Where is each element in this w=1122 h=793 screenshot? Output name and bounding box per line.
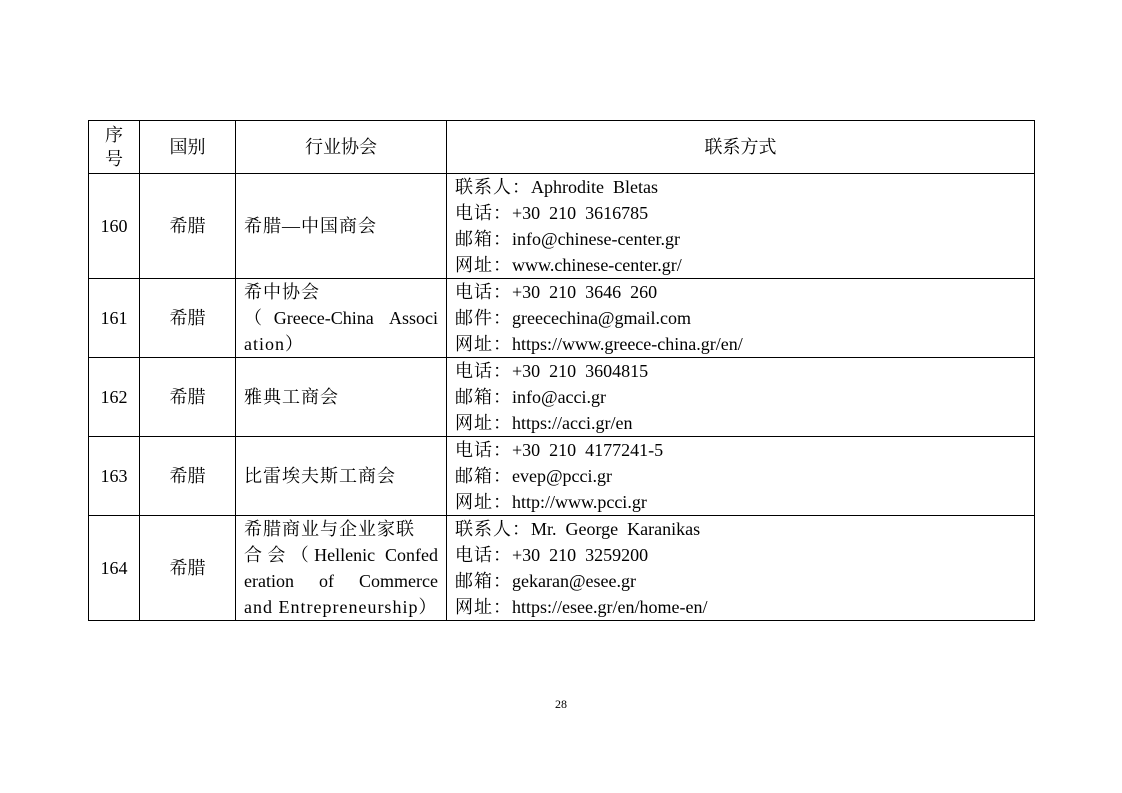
contact-label: 邮箱： bbox=[455, 571, 512, 591]
row-contact-info bbox=[447, 358, 1035, 437]
contact-label: 联系人： bbox=[455, 519, 531, 539]
row-association bbox=[236, 174, 447, 279]
contact-value: greecechina@gmail.com bbox=[512, 308, 691, 328]
contact-label: 邮箱： bbox=[455, 387, 512, 407]
contact-label: 电话： bbox=[455, 440, 512, 460]
contact-line bbox=[455, 358, 1026, 384]
contact-value: gekaran@esee.gr bbox=[512, 571, 637, 591]
row-country: 希腊 bbox=[140, 358, 236, 437]
table-row bbox=[89, 279, 1035, 358]
association-name-line: 希中协会 bbox=[244, 282, 320, 302]
contact-value: https://esee.gr/en/home-en/ bbox=[512, 597, 708, 617]
row-contact-info bbox=[447, 516, 1035, 621]
contact-line bbox=[455, 200, 1026, 226]
row-association bbox=[236, 358, 447, 437]
contact-label: 网址： bbox=[455, 597, 512, 617]
row-serial-number: 160 bbox=[89, 174, 140, 279]
contact-label: 电话： bbox=[455, 545, 512, 565]
contact-line bbox=[455, 331, 1026, 357]
association-name-line: eration of Commerce bbox=[244, 571, 438, 591]
contact-line bbox=[455, 568, 1026, 594]
contact-line bbox=[455, 542, 1026, 568]
contact-value: +30 210 3646 260 bbox=[512, 282, 658, 302]
contact-label: 电话： bbox=[455, 282, 512, 302]
row-association bbox=[236, 279, 447, 358]
contact-value: Mr. George Karanikas bbox=[531, 519, 701, 539]
contact-line bbox=[455, 384, 1026, 410]
association-name-line: 比雷埃夫斯工商会 bbox=[244, 466, 396, 486]
row-country: 希腊 bbox=[140, 174, 236, 279]
contact-line bbox=[455, 437, 1026, 463]
contact-value: +30 210 4177241-5 bbox=[512, 440, 664, 460]
contact-line bbox=[455, 279, 1026, 305]
contact-line bbox=[455, 489, 1026, 515]
row-association bbox=[236, 516, 447, 621]
association-name-line: 雅典工商会 bbox=[244, 387, 339, 407]
row-country: 希腊 bbox=[140, 437, 236, 516]
table-row bbox=[89, 437, 1035, 516]
header-serial-number: 序 号 bbox=[89, 121, 140, 174]
contact-line bbox=[455, 305, 1026, 331]
header-contact: 联系方式 bbox=[447, 121, 1035, 174]
contact-value: www.chinese-center.gr/ bbox=[512, 255, 682, 275]
contact-value: https://www.greece-china.gr/en/ bbox=[512, 334, 743, 354]
row-contact-info bbox=[447, 279, 1035, 358]
row-serial-number: 163 bbox=[89, 437, 140, 516]
row-country: 希腊 bbox=[140, 516, 236, 621]
row-contact-info bbox=[447, 174, 1035, 279]
contact-line bbox=[455, 516, 1026, 542]
contact-line bbox=[455, 463, 1026, 489]
association-name-line: 希腊商业与企业家联 bbox=[244, 519, 415, 539]
association-name-line: and Entrepreneurship） bbox=[244, 597, 438, 617]
contact-label: 邮箱： bbox=[455, 466, 512, 486]
contact-value: info@acci.gr bbox=[512, 387, 607, 407]
contact-value: +30 210 3604815 bbox=[512, 361, 649, 381]
row-serial-number: 164 bbox=[89, 516, 140, 621]
association-name-line: ation） bbox=[244, 334, 304, 354]
row-serial-number: 162 bbox=[89, 358, 140, 437]
contact-line bbox=[455, 226, 1026, 252]
contact-value: info@chinese-center.gr bbox=[512, 229, 681, 249]
contact-line bbox=[455, 174, 1026, 200]
row-country: 希腊 bbox=[140, 279, 236, 358]
contact-label: 联系人： bbox=[455, 177, 531, 197]
contact-label: 网址： bbox=[455, 255, 512, 275]
contact-label: 邮件： bbox=[455, 308, 512, 328]
header-country: 国别 bbox=[140, 121, 236, 174]
table-row bbox=[89, 358, 1035, 437]
contact-label: 网址： bbox=[455, 413, 512, 433]
row-association bbox=[236, 437, 447, 516]
contact-label: 电话： bbox=[455, 203, 512, 223]
contact-label: 网址： bbox=[455, 334, 512, 354]
contact-value: Aphrodite Bletas bbox=[531, 177, 658, 197]
association-contact-table bbox=[88, 120, 1035, 621]
contact-label: 网址： bbox=[455, 492, 512, 512]
table-row bbox=[89, 174, 1035, 279]
association-name-line: 合会（Hellenic Confed bbox=[244, 545, 438, 565]
contact-value: https://acci.gr/en bbox=[512, 413, 633, 433]
contact-label: 电话： bbox=[455, 361, 512, 381]
header-association: 行业协会 bbox=[236, 121, 447, 174]
contact-value: evep@pcci.gr bbox=[512, 466, 613, 486]
association-name-line: （Greece-China Associ bbox=[244, 308, 438, 328]
contact-label: 邮箱： bbox=[455, 229, 512, 249]
contact-value: +30 210 3616785 bbox=[512, 203, 649, 223]
contact-value: http://www.pcci.gr bbox=[512, 492, 647, 512]
row-serial-number: 161 bbox=[89, 279, 140, 358]
row-contact-info bbox=[447, 437, 1035, 516]
association-name-line: 希腊—中国商会 bbox=[244, 216, 377, 236]
contact-line bbox=[455, 594, 1026, 620]
contact-line bbox=[455, 252, 1026, 278]
table-header-row bbox=[89, 121, 1035, 174]
table-row bbox=[89, 516, 1035, 621]
page-number: 28 bbox=[555, 697, 567, 711]
contact-value: +30 210 3259200 bbox=[512, 545, 649, 565]
contact-line bbox=[455, 410, 1026, 436]
